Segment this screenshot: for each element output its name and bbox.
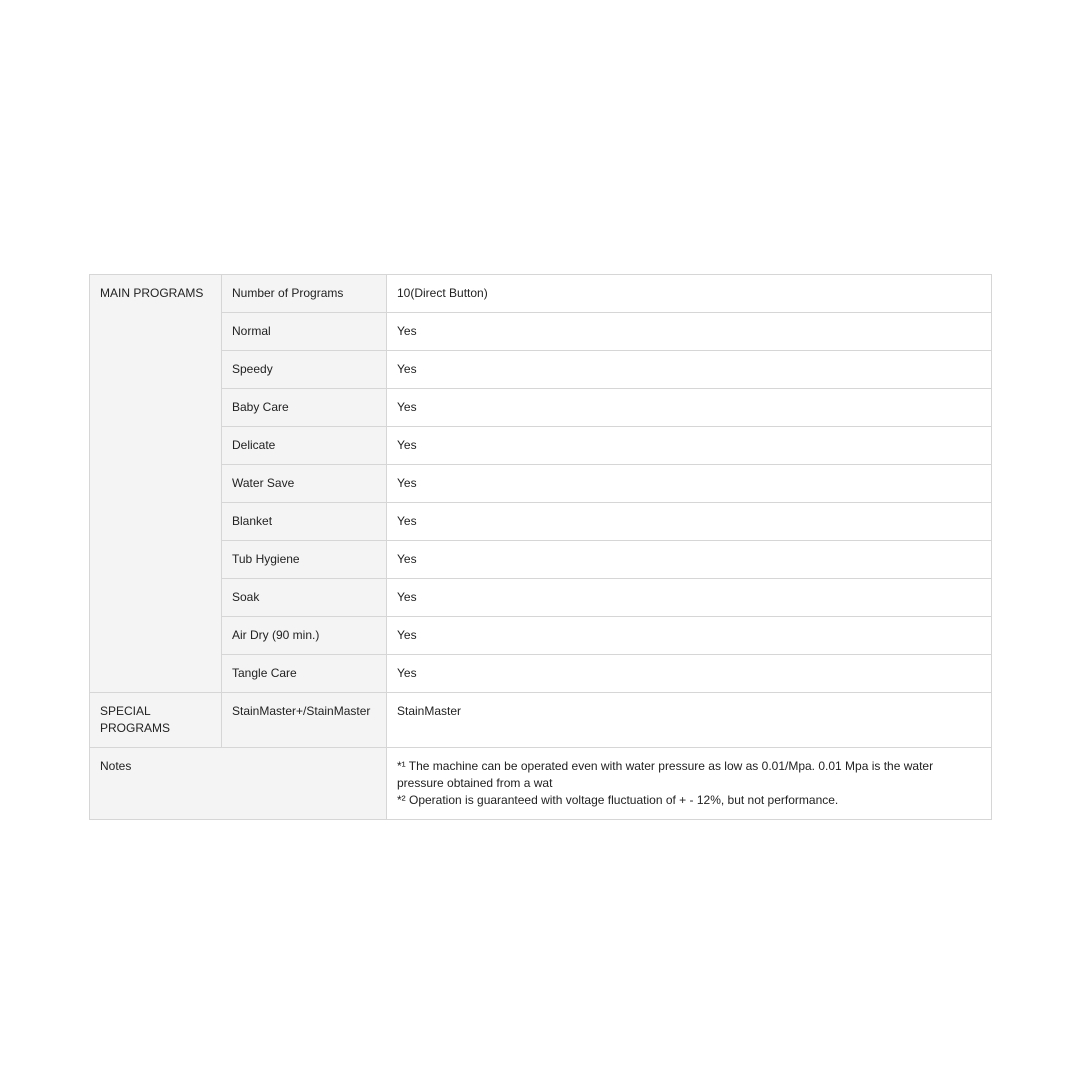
row-value: 10(Direct Button) xyxy=(387,275,992,313)
row-value: Yes xyxy=(387,427,992,465)
row-label: Tangle Care xyxy=(222,655,387,693)
table-row xyxy=(90,541,992,579)
group-header-special-programs: SPECIAL PROGRAMS xyxy=(90,693,222,748)
row-value: Yes xyxy=(387,655,992,693)
spec-table xyxy=(89,274,992,820)
table-row xyxy=(90,465,992,503)
table-row xyxy=(90,655,992,693)
table-row xyxy=(90,351,992,389)
row-value: Yes xyxy=(387,503,992,541)
table-row xyxy=(90,693,992,748)
row-label: Air Dry (90 min.) xyxy=(222,617,387,655)
row-label: Water Save xyxy=(222,465,387,503)
table-row xyxy=(90,503,992,541)
table-row xyxy=(90,389,992,427)
table-row xyxy=(90,427,992,465)
row-label: Normal xyxy=(222,313,387,351)
notes-label: Notes xyxy=(90,748,387,820)
row-label: Delicate xyxy=(222,427,387,465)
row-value: Yes xyxy=(387,541,992,579)
table-row xyxy=(90,313,992,351)
row-label: Soak xyxy=(222,579,387,617)
row-label: StainMaster+/StainMaster xyxy=(222,693,387,748)
row-value: Yes xyxy=(387,465,992,503)
table-row xyxy=(90,579,992,617)
row-value: Yes xyxy=(387,351,992,389)
row-label: Baby Care xyxy=(222,389,387,427)
notes-value xyxy=(387,748,992,820)
row-value: Yes xyxy=(387,389,992,427)
row-value: Yes xyxy=(387,579,992,617)
row-label: Blanket xyxy=(222,503,387,541)
notes-row xyxy=(90,748,992,820)
note-line-2: *² Operation is guaranteed with voltage fluctuation of + - 12%, but not performance. xyxy=(397,793,839,807)
row-label: Number of Programs xyxy=(222,275,387,313)
table-row xyxy=(90,275,992,313)
row-label: Speedy xyxy=(222,351,387,389)
table-row xyxy=(90,617,992,655)
row-value: Yes xyxy=(387,313,992,351)
row-label: Tub Hygiene xyxy=(222,541,387,579)
row-value: Yes xyxy=(387,617,992,655)
row-value: StainMaster xyxy=(387,693,992,748)
group-header-main-programs: MAIN PROGRAMS xyxy=(90,275,222,693)
note-line-1: *¹ The machine can be operated even with water pressure as low as 0.01/Mpa. 0.01 Mpa is the water pressure obtained from a wat xyxy=(397,759,934,790)
